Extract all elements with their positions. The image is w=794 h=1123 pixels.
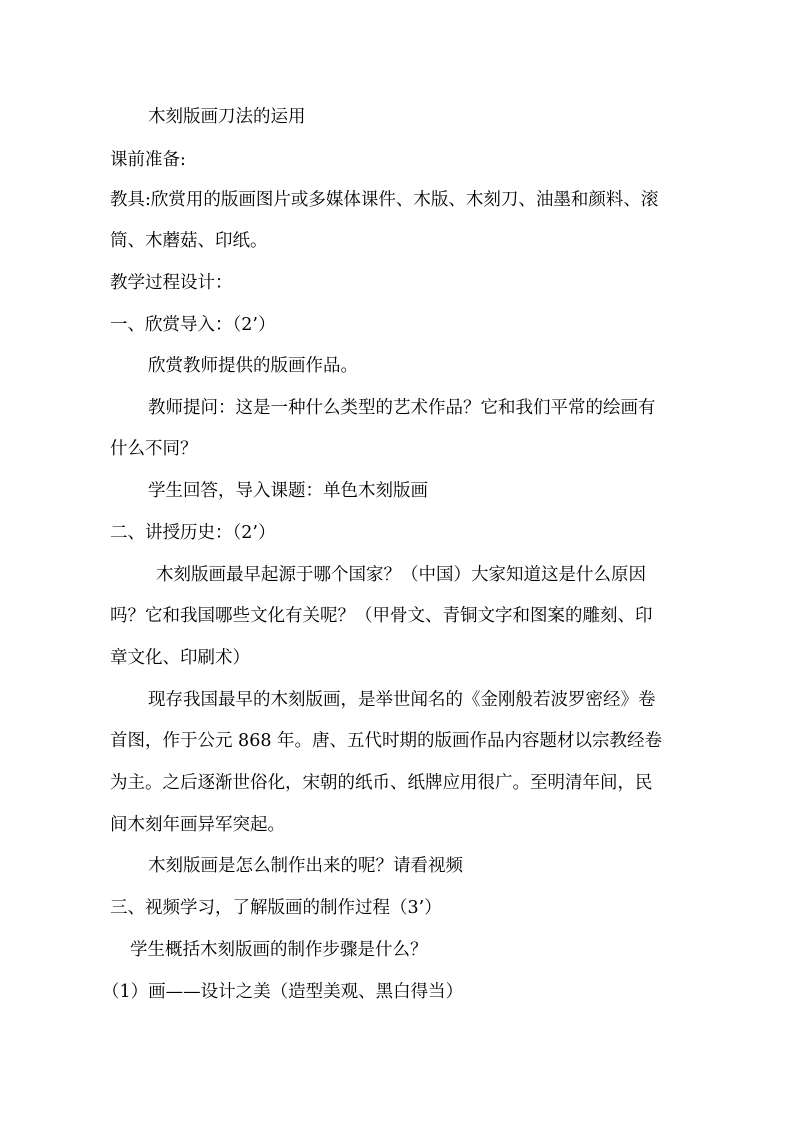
- section-2-paragraph: 首图，作于公元 868 年。唐、五代时期的版画作品内容题材以宗教经卷: [110, 731, 663, 751]
- section-2-paragraph: 木刻版画是怎么制作出来的呢？请看视频: [148, 856, 463, 876]
- section-2-paragraph: 现存我国最早的木刻版画，是举世闻名的《金刚般若波罗密经》卷: [148, 690, 656, 710]
- tools-line-1: 教具:欣赏用的版画图片或多媒体课件、木版、木刻刀、油墨和颜料、滚: [110, 190, 659, 210]
- section-1-paragraph: 教师提问：这是一种什么类型的艺术作品？它和我们平常的绘画有: [148, 398, 656, 418]
- tools-line-2: 筒、木蘑菇、印纸。: [110, 231, 268, 251]
- section-3-paragraph: 学生概括木刻版画的制作步骤是什么？: [130, 940, 428, 960]
- prep-heading: 课前准备:: [110, 150, 186, 170]
- process-heading: 教学过程设计：: [110, 273, 233, 293]
- section-1-paragraph: 学生回答，导入课题：单色木刻版画: [148, 481, 428, 501]
- section-2-paragraph: 章文化、印刷术）: [110, 648, 250, 668]
- document-title: 木刻版画刀法的运用: [148, 107, 306, 127]
- section-1-paragraph: 欣赏教师提供的版画作品。: [148, 356, 358, 376]
- section-2-paragraph: 木刻版画最早起源于哪个国家？（中国）大家知道这是什么原因: [156, 565, 646, 585]
- section-1-paragraph: 什么不同？: [110, 439, 198, 459]
- section-2-paragraph: 吗？它和我国哪些文化有关呢？（甲骨文、青铜文字和图案的雕刻、印: [110, 606, 653, 626]
- section-2-paragraph: 间木刻年画异军突起。: [110, 815, 285, 835]
- section-2-heading: 二、讲授历史：（2’）: [110, 523, 276, 543]
- section-3-heading: 三、视频学习，了解版画的制作过程（3’）: [110, 898, 442, 918]
- section-3-list-item: （1）画——设计之美（造型美观、黑白得当）: [102, 982, 464, 1002]
- section-2-paragraph: 为主。之后逐渐世俗化，宋朝的纸币、纸牌应用很广。至明清年间，民: [110, 773, 653, 793]
- section-1-heading: 一、欣赏导入：（2’）: [110, 315, 276, 335]
